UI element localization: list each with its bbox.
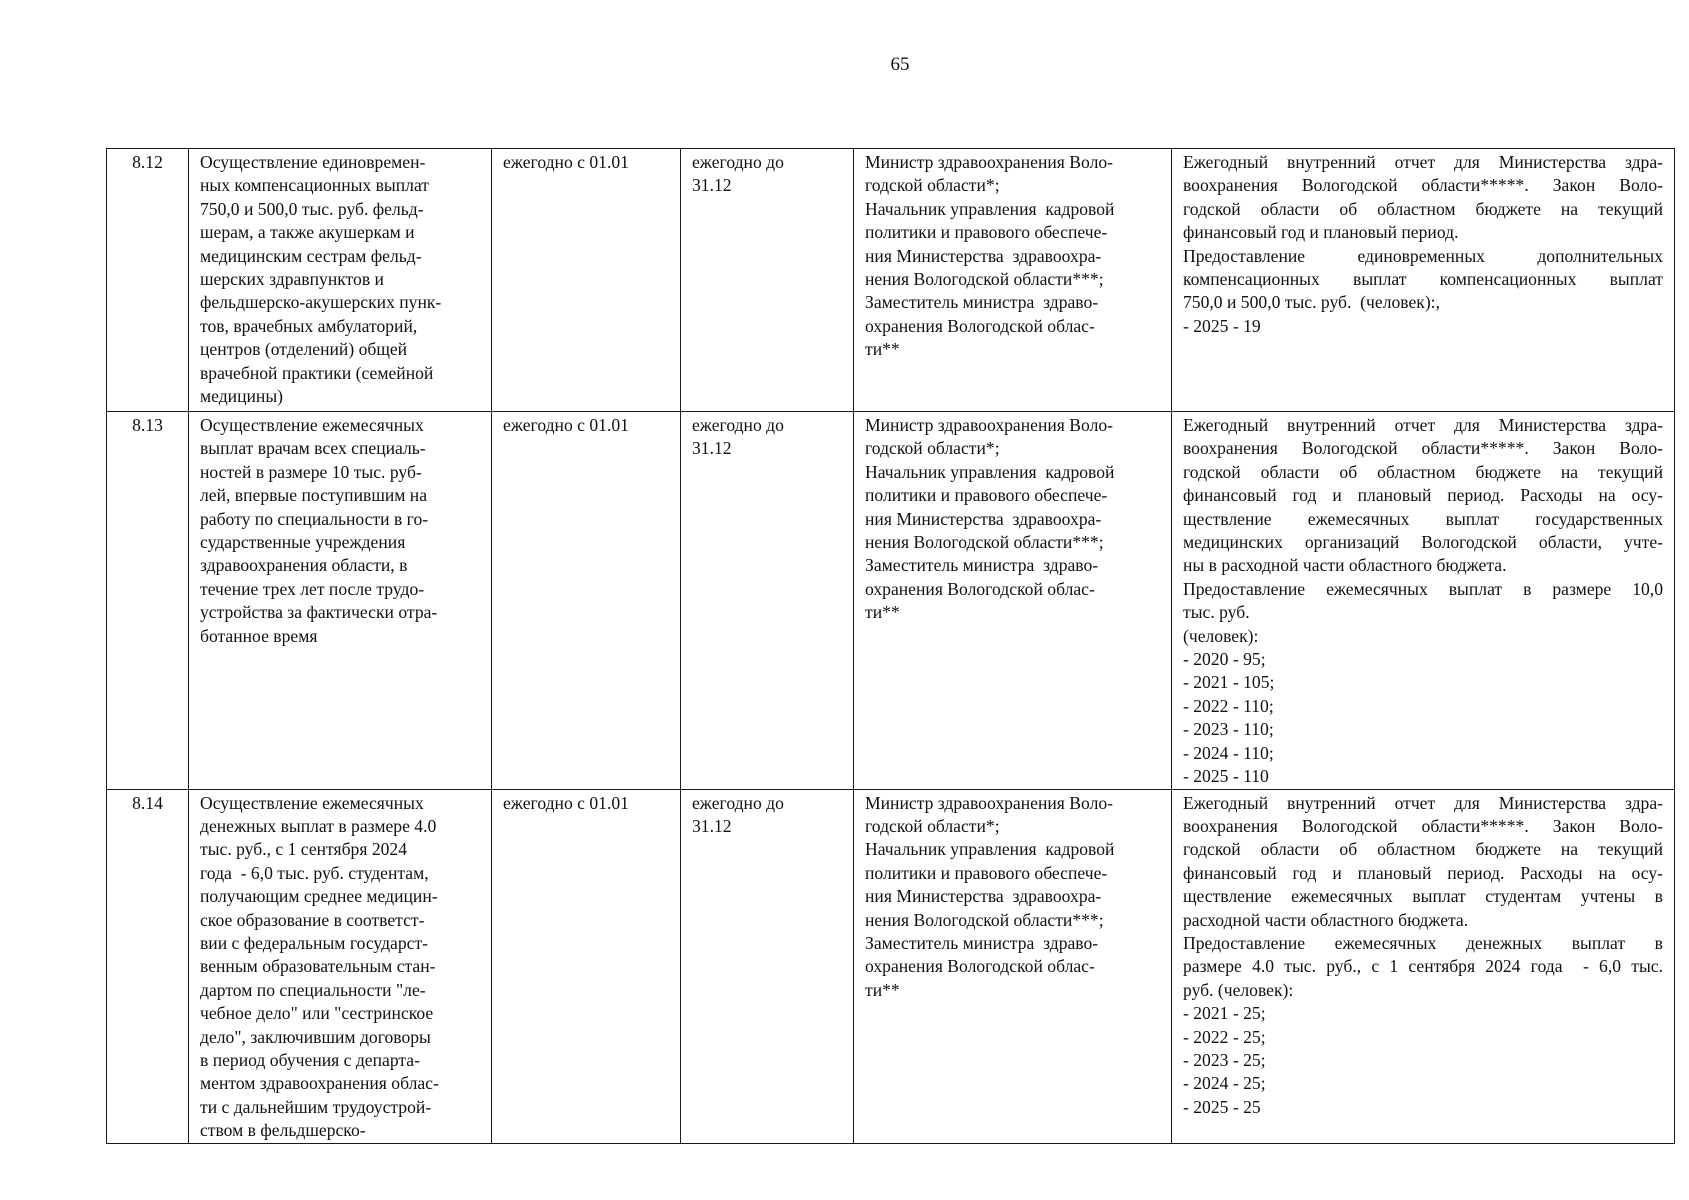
end-date-line: ежегодно до <box>692 152 784 172</box>
responsible-line: Министр здравоохранения Воло- <box>865 792 1114 813</box>
responsible-line: Заместитель министра здраво- <box>865 292 1099 313</box>
result-line: ны в расходной части областного бюджета. <box>1183 555 1507 576</box>
responsible-line: политики и правового обеспече- <box>865 222 1108 243</box>
description-line: тов, врачебных амбулаторий, <box>200 315 418 336</box>
description-line: Осуществление ежемесячных <box>200 792 424 813</box>
description-line: Осуществление единовремен- <box>200 152 426 172</box>
responsible-line: Министр здравоохранения Воло- <box>865 152 1114 172</box>
result-line: - 2025 - 25 <box>1183 1096 1261 1117</box>
responsible-line: ния Министерства здравоохра- <box>865 245 1102 266</box>
description-line: лей, впервые поступившим на <box>200 485 428 506</box>
result-line: расходной части областного бюджета. <box>1183 909 1469 930</box>
result-line: воохранения Вологодской области*****. Закон Воло- <box>1183 815 1663 836</box>
result-line: финансовый год и плановый период. Расходы на осу- <box>1183 862 1663 883</box>
description-line: венным образовательным стан- <box>200 956 436 977</box>
description-line: ментом здравоохранения облас- <box>200 1073 439 1094</box>
responsible-line: Начальник управления кадровой <box>865 461 1115 482</box>
result-line: - 2023 - 110; <box>1183 719 1274 740</box>
description-line: шерам, а также акушеркам и <box>200 222 415 243</box>
page-number: 65 <box>890 54 910 75</box>
description-cell <box>189 789 492 1143</box>
responsible-line: годской области*; <box>865 175 1000 196</box>
row-number: 8.14 <box>132 792 163 813</box>
result-line: воохранения Вологодской области*****. Закон Воло- <box>1183 438 1663 459</box>
responsible-line: ния Министерства здравоохра- <box>865 886 1102 907</box>
responsible-line: Заместитель министра здраво- <box>865 932 1099 953</box>
result-line: - 2025 - 19 <box>1183 315 1261 336</box>
measures-table <box>106 148 1675 1144</box>
description-line: центров (отделений) общей <box>200 339 408 360</box>
result-line: годской области об областном бюджете на текущий <box>1183 198 1663 219</box>
result-line: компенсационных выплат компенсационных выплат <box>1183 269 1663 290</box>
start-date: ежегодно с 01.01 <box>503 152 629 172</box>
start-date-cell <box>492 789 681 1143</box>
end-date-line: 31.12 <box>692 438 732 459</box>
result-line: годской области об областном бюджете на текущий <box>1183 839 1663 860</box>
description-line: Осуществление ежемесячных <box>200 415 424 435</box>
result-line: Предоставление ежемесячных выплат в размере 10,0 <box>1183 578 1663 599</box>
start-date-cell <box>492 412 681 790</box>
responsible-line: Заместитель министра здраво- <box>865 555 1099 576</box>
description-line: сударственные учреждения <box>200 532 406 553</box>
responsible-cell <box>854 149 1172 412</box>
table-row <box>107 149 1675 412</box>
result-line: ществление ежемесячных выплат государственных <box>1183 508 1663 529</box>
description-line: в период обучения с департа- <box>200 1049 420 1070</box>
responsible-line: ти** <box>865 979 900 1000</box>
responsible-cell <box>854 789 1172 1143</box>
result-cell <box>1172 789 1675 1143</box>
description-line: ных компенсационных выплат <box>200 175 429 196</box>
row-number-cell <box>107 412 189 790</box>
result-line: - 2024 - 25; <box>1183 1073 1266 1094</box>
description-line: тыс. руб., с 1 сентября 2024 <box>200 839 408 860</box>
start-date: ежегодно с 01.01 <box>503 792 629 813</box>
description-line: здравоохранения области, в <box>200 555 408 576</box>
responsible-line: охранения Вологодской облас- <box>865 578 1095 599</box>
result-line: - 2021 - 105; <box>1183 672 1275 693</box>
responsible-line: Министр здравоохранения Воло- <box>865 415 1114 435</box>
responsible-line: Начальник управления кадровой <box>865 198 1115 219</box>
end-date-line: ежегодно до <box>692 415 784 435</box>
description-line: дартом по специальности "ле- <box>200 979 426 1000</box>
responsible-line: нения Вологодской области***; <box>865 532 1104 553</box>
end-date-cell <box>681 789 854 1143</box>
responsible-line: ти** <box>865 602 900 623</box>
result-line: Ежегодный внутренний отчет для Министерства здра- <box>1183 415 1663 435</box>
result-line: ществление ежемесячных выплат студентам учтены в <box>1183 886 1663 907</box>
result-line: - 2025 - 110 <box>1183 766 1269 787</box>
result-line: финансовый год и плановый период. Расходы на осу- <box>1183 485 1663 506</box>
end-date-line: 31.12 <box>692 175 732 196</box>
result-line: Ежегодный внутренний отчет для Министерства здра- <box>1183 792 1663 813</box>
row-number: 8.13 <box>132 415 163 435</box>
description-line: ством в фельдшерско- <box>200 1120 366 1141</box>
table-row <box>107 412 1675 790</box>
result-cell <box>1172 412 1675 790</box>
description-line: шерских здравпунктов и <box>200 269 384 290</box>
result-line: годской области об областном бюджете на текущий <box>1183 461 1663 482</box>
result-line: - 2024 - 110; <box>1183 742 1274 763</box>
result-line: размере 4.0 тыс. руб., с 1 сентября 2024 года - 6,0 тыс. <box>1183 956 1663 977</box>
result-line: финансовый год и плановый период. <box>1183 222 1459 243</box>
end-date-line: ежегодно до <box>692 792 784 813</box>
description-line: работу по специальности в го- <box>200 508 429 529</box>
result-line: Предоставление единовременных дополнительных <box>1183 245 1663 266</box>
description-line: устройства за фактически отра- <box>200 602 438 623</box>
responsible-line: годской области*; <box>865 438 1000 459</box>
responsible-line: ти** <box>865 339 900 360</box>
responsible-line: нения Вологодской области***; <box>865 269 1104 290</box>
responsible-line: охранения Вологодской облас- <box>865 956 1095 977</box>
result-line: - 2021 - 25; <box>1183 1003 1266 1024</box>
description-line: 750,0 и 500,0 тыс. руб. фельд- <box>200 198 424 219</box>
end-date-cell <box>681 149 854 412</box>
description-line: года - 6,0 тыс. руб. студентам, <box>200 862 429 883</box>
result-line: 750,0 и 500,0 тыс. руб. (человек):, <box>1183 292 1440 313</box>
row-number: 8.12 <box>132 152 163 172</box>
description-line: ти с дальнейшим трудоустрой- <box>200 1096 432 1117</box>
result-line: тыс. руб. <box>1183 602 1250 623</box>
description-line: вии с федеральным государст- <box>200 932 429 953</box>
description-line: медицинским сестрам фельд- <box>200 245 422 266</box>
description-cell <box>189 149 492 412</box>
result-line: - 2022 - 110; <box>1183 695 1274 716</box>
description-line: ское образование в соответст- <box>200 909 425 930</box>
description-line: дело", заключившим договоры <box>200 1026 431 1047</box>
result-line: воохранения Вологодской области*****. Закон Воло- <box>1183 175 1663 196</box>
responsible-line: нения Вологодской области***; <box>865 909 1104 930</box>
responsible-cell <box>854 412 1172 790</box>
result-cell <box>1172 149 1675 412</box>
end-date-cell <box>681 412 854 790</box>
description-line: врачебной практики (семейной <box>200 362 434 383</box>
result-line: Ежегодный внутренний отчет для Министерства здра- <box>1183 152 1663 172</box>
table-row <box>107 789 1675 1143</box>
responsible-line: политики и правового обеспече- <box>865 862 1108 883</box>
row-number-cell <box>107 149 189 412</box>
result-line: медицинских организаций Вологодской области, учте- <box>1183 532 1663 553</box>
result-line: (человек): <box>1183 625 1259 646</box>
result-line: - 2020 - 95; <box>1183 649 1266 670</box>
result-line: - 2023 - 25; <box>1183 1049 1266 1070</box>
responsible-line: охранения Вологодской облас- <box>865 315 1095 336</box>
row-number-cell <box>107 789 189 1143</box>
description-line: чебное дело" или "сестринское <box>200 1003 434 1024</box>
responsible-line: ния Министерства здравоохра- <box>865 508 1102 529</box>
responsible-line: политики и правового обеспече- <box>865 485 1108 506</box>
end-date-line: 31.12 <box>692 815 732 836</box>
start-date: ежегодно с 01.01 <box>503 415 629 435</box>
description-line: получающим среднее медицин- <box>200 886 438 907</box>
responsible-line: годской области*; <box>865 815 1000 836</box>
responsible-line: Начальник управления кадровой <box>865 839 1115 860</box>
description-line: выплат врачам всех специаль- <box>200 438 426 459</box>
description-line: ботанное время <box>200 625 318 646</box>
description-line: течение трех лет после трудо- <box>200 578 425 599</box>
description-line: медицины) <box>200 386 284 407</box>
result-line: руб. (человек): <box>1183 979 1294 1000</box>
result-line: - 2022 - 25; <box>1183 1026 1266 1047</box>
description-line: денежных выплат в размере 4.0 <box>200 815 437 836</box>
description-line: ностей в размере 10 тыс. руб- <box>200 461 422 482</box>
description-line: фельдшерско-акушерских пунк- <box>200 292 442 313</box>
start-date-cell <box>492 149 681 412</box>
description-cell <box>189 412 492 790</box>
result-line: Предоставление ежемесячных денежных выплат в <box>1183 932 1663 953</box>
